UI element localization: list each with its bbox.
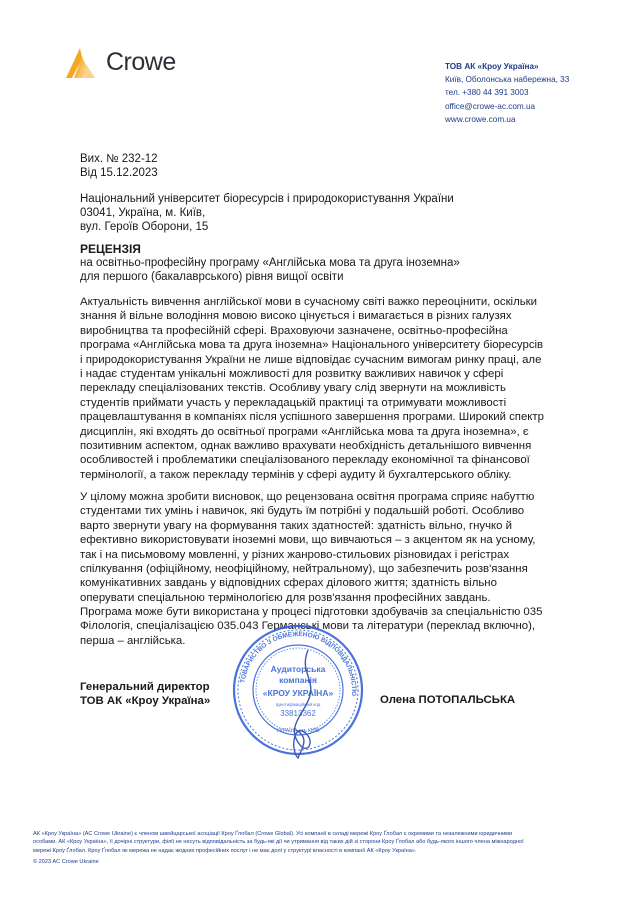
title-block (80, 242, 460, 284)
stamp-seal-icon (228, 620, 368, 760)
paragraph-1 (80, 295, 600, 482)
crowe-logo-text: Crowe (106, 48, 176, 76)
text-line: дисциплін, які входять до освітньої програми «Англійська мова та друга іноземна», є (80, 425, 529, 438)
text-line: студентами тих умінь і навичок, які будуть їм потрібні у подальшій роботі. Особливо (80, 505, 525, 518)
text-line: комунікативних завдань у відповідних сферах ділового життя; здатність вільно (80, 577, 497, 590)
footer-line: мережі Кроу Ґлобал. Кроу Ґлобал як мережа не надає жодних професійних послуг і не має долі у структурі власності в компанії АК «Кроу Україна». (33, 847, 417, 854)
addressee-line-1: Національний університет біоресурсів і природокористування України (80, 193, 454, 205)
reference-date: Від 15.12.2023 (80, 167, 158, 179)
text-line: так і на письмовому мовленні, у різних жанрово-стильових різновидах і регістрах (80, 548, 510, 561)
document-heading: РЕЦЕНЗІЯ (80, 242, 141, 256)
text-line: варто звернути увагу на формування таких здатностей: здатність вільно, гнучко й (80, 519, 513, 532)
text-line: особливостей і проблематики спеціалізованого перекладу економічної та фінансової (80, 454, 530, 467)
stamp-line-3: «КРОУ УКРАЇНА» (262, 688, 334, 698)
footer-line: особами. АК «Кроу Україна», її дочірні структури, філії не несуть відповідальність за будь-які дії чи утримання від таких дій зі сторони Кроу Ґлобал або будь-якого іншого члена міжнародної (33, 839, 524, 846)
header-email[interactable]: office@crowe-ac.com.ua (445, 101, 536, 111)
text-line: Філологія, спеціалізацією 035.043 Германські мови та літератури (переклад включно), (80, 620, 536, 633)
text-line: працевлаштування в компаніях після успішного завершення програми. Широкий спектр (80, 411, 544, 424)
signatory-title: Генеральний директор (80, 681, 210, 693)
stamp-outer-text: ТОВАРИСТВО З ОБМЕЖЕНОЮ ВІДПОВІДАЛЬНІСТЮ (239, 630, 358, 697)
text-line: перша – англійська. (80, 634, 186, 647)
text-line: термінології, а також перекладу термінів у сфері аудиту й бухгалтерського обліку. (80, 468, 512, 481)
text-line: програма «Англійська мова та друга іноземна» Національного університету біоресурсів (80, 339, 544, 352)
text-line: Актуальність вивчення англійської мови в сучасному світі важко переоцінити, оскільки (80, 296, 538, 308)
company-stamp (228, 620, 368, 760)
header-contact (445, 60, 569, 126)
reference-number: Вих. № 232-12 (80, 153, 158, 165)
text-line: спілкування (офіційному, неофіційному, нейтральному), що забезпечить розв'язання (80, 563, 528, 576)
text-line: ефективно використовувати іноземні мови, що вивчаються – з акцентом як на усному, (80, 534, 536, 547)
header-website[interactable]: www.crowe.com.ua (445, 114, 516, 124)
text-line: Програма може бути використана у процесі підготовки здобувачів за спеціальністю 035 (80, 606, 543, 618)
text-line: оперувати спеціальною термінологією для розв'язання професійних завдань. (80, 591, 491, 604)
stamp-line-4: Ідентифікаційний код (275, 702, 321, 707)
addressee-line-2: 03041, Україна, м. Київ, (80, 207, 206, 219)
reference-block (80, 152, 158, 180)
addressee-line-3: вул. Героїв Оборони, 15 (80, 221, 209, 233)
text-line: і природокористування України не лише відповідає сучасним вимогам ринку праці, але (80, 353, 542, 366)
footer-disclaimer (33, 830, 623, 867)
paragraph-2 (80, 490, 600, 605)
text-line: перекладу спеціалізованих текстів. Особливу увагу слід звернути на можливість (80, 382, 506, 395)
text-line: і надає студентам унікальні можливості для розвитку важливих навичок у сфері (80, 368, 504, 381)
stamp-code: 33813362 (280, 709, 316, 718)
signatory-name: Олена ПОТОПАЛЬСЬКА (380, 694, 516, 706)
header-company: ТОВ АК «Кроу Україна» (445, 62, 539, 71)
crowe-logo (62, 44, 182, 84)
footer-line: АК «Кроу Україна» (AC Crowe Ukraine) є членом швейцарської асоціації Кроу Ґлобал (Crowe Global). Усі компанії в складі мережі Кроу Ґлобал є окремими та незалежними юридичними (33, 831, 513, 837)
footer-copyright: © 2023 AC Crowe Ukraine (33, 859, 99, 866)
title-line-2: для першого (бакалаврського) рівня вищої освіти (80, 271, 344, 283)
text-line: знання й вільне володіння мовою високо цінується і вимагається в різних галузях (80, 310, 512, 323)
stamp-line-1: Аудиторська (270, 664, 326, 674)
signatory-position (80, 680, 210, 708)
crowe-mountain-icon (62, 46, 98, 82)
header-address: Київ, Оболонська набережна, 33 (445, 75, 570, 85)
title-line-1: на освітньо-професійну програму «Англійська мова та друга іноземна» (80, 257, 460, 269)
text-line: студентів приймати участь у перекладацькій практиці та отримувати можливості (80, 396, 507, 409)
stamp-line-2: компанія (279, 675, 317, 685)
text-line: виробництва та професійній сфері. Враховуючи зазначене, освітньо-професійна (80, 324, 508, 337)
text-line: У цілому можна зробити висновок, що рецензована освітня програма сприяє набуттю (80, 491, 535, 503)
text-line: позитивним аспектом, однак важливо врахувати необхідність детальнішого вивчення (80, 440, 532, 453)
header-phone: тел. +380 44 391 3003 (445, 88, 529, 98)
signatory-company: ТОВ АК «Кроу Україна» (80, 695, 211, 707)
stamp-bottom-text: УКРАЇНА • м. КИЇВ (276, 728, 320, 734)
addressee-block (80, 192, 454, 234)
